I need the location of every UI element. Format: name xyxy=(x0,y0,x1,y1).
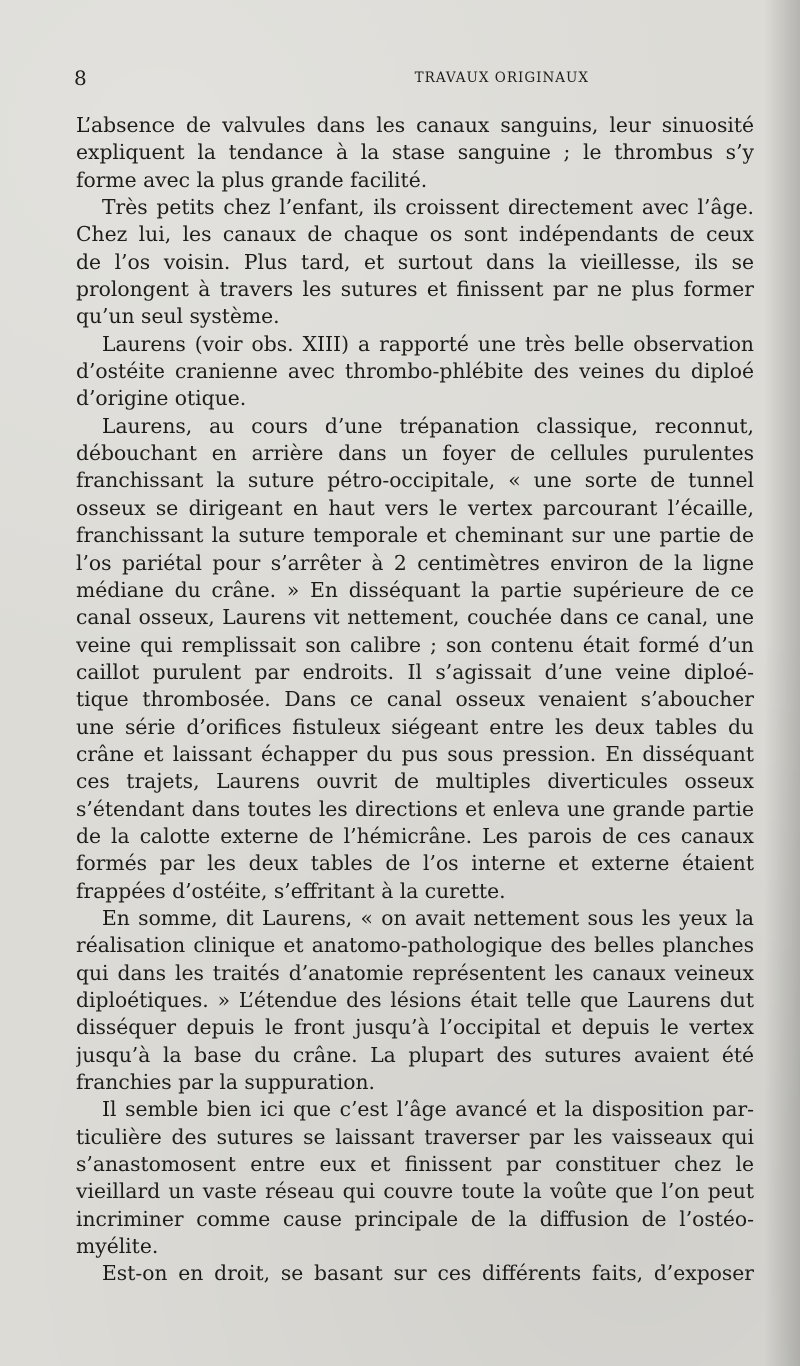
text-line: ticulière des sutures se laissant traverser par les vaisseaux qui xyxy=(76,1124,754,1149)
text-line: débouchant en arrière dans un foyer de cellules purulentes xyxy=(76,441,754,466)
text-line: expliquent la tendance à la stase sanguine ; le thrombus s’y xyxy=(76,140,754,165)
text-line: Très petits chez l’enfant, ils croissent directement avec l’âge. xyxy=(102,195,754,220)
text-line: médiane du crâne. » En disséquant la partie supérieure de ce xyxy=(76,577,754,602)
text-line: s’anastomosent entre eux et finissent par constituer chez le xyxy=(76,1152,754,1177)
text-line: Chez lui, les canaux de chaque os sont indépendants de ceux xyxy=(76,222,754,247)
text-line: franchissant la suture pétro-occipitale, « une sorte de tunnel xyxy=(76,468,754,493)
text-line: l’os pariétal pour s’arrêter à 2 centimètres environ de la ligne xyxy=(76,550,754,575)
text-line: qu’un seul système. xyxy=(76,304,280,329)
text-line: incriminer comme cause principale de la diffusion de l’ostéo- xyxy=(76,1206,754,1231)
text-line: une série d’orifices fistuleux siégeant entre les deux tables du xyxy=(76,714,754,739)
text-line: prolongent à travers les sutures et finissent par ne plus former xyxy=(76,277,754,302)
text-line: franchies par la suppuration. xyxy=(76,1070,375,1095)
text-line: Laurens (voir obs. XIII) a rapporté une très belle observation xyxy=(102,331,754,356)
text-line: L’absence de valvules dans les canaux sanguins, leur sinuosité xyxy=(76,113,754,137)
text-line: s’étendant dans toutes les directions et enleva une grande partie xyxy=(76,796,754,821)
text-line: ces trajets, Laurens ouvrit de multiples diverticules osseux xyxy=(76,769,754,794)
text-line: Laurens, au cours d’une trépanation classique, reconnut, xyxy=(102,413,754,438)
text-line: de l’os voisin. Plus tard, et surtout dans la vieillesse, ils se xyxy=(76,249,754,274)
text-line: de la calotte externe de l’hémicrâne. Les parois de ces canaux xyxy=(76,823,754,848)
running-title: TRAVAUX ORIGINAUX xyxy=(414,70,589,86)
text-line: d’origine otique. xyxy=(76,386,247,411)
text-line: forme avec la plus grande facilité. xyxy=(76,167,428,192)
text-line: tique thrombosée. Dans ce canal osseux venaient s’aboucher xyxy=(76,687,754,712)
text-line: disséquer depuis le front jusqu’à l’occipital et depuis le vertex xyxy=(76,1015,754,1040)
text-line: formés par les deux tables de l’os interne et externe étaient xyxy=(76,851,754,876)
page-edge-shadow xyxy=(764,0,800,1366)
text-line: qui dans les traités d’anatomie représentent les canaux veineux xyxy=(76,960,754,985)
text-line: veine qui remplissait son calibre ; son contenu était formé d’un xyxy=(76,632,754,657)
text-line: caillot purulent par endroits. Il s’agissait d’une veine diploé- xyxy=(76,659,754,684)
text-line: Il semble bien ici que c’est l’âge avancé et la disposition par- xyxy=(102,1097,754,1122)
text-line: franchissant la suture temporale et cheminant sur une partie de xyxy=(76,523,754,548)
text-line: En somme, dit Laurens, « on avait nettement sous les yeux la xyxy=(102,905,754,930)
text-line: canal osseux, Laurens vit nettement, couchée dans ce canal, une xyxy=(76,605,754,630)
body-text xyxy=(76,112,754,1288)
text-line: myélite. xyxy=(76,1234,159,1259)
text-line: frappées d’ostéite, s’effritant à la curette. xyxy=(76,878,506,903)
text-line: crâne et laissant échapper du pus sous pression. En disséquant xyxy=(76,741,754,766)
page-header xyxy=(74,65,754,91)
text-line: osseux se dirigeant en haut vers le vertex parcourant l’écaille, xyxy=(76,495,754,520)
text-line: diploétiques. » L’étendue des lésions était telle que Laurens dut xyxy=(76,988,754,1012)
text-line: Est-on en droit, se basant sur ces différents faits, d’exposer xyxy=(102,1261,754,1286)
text-line: jusqu’à la base du crâne. La plupart des sutures avaient été xyxy=(76,1042,754,1067)
page-number: 8 xyxy=(74,66,87,90)
text-line: vieillard un vaste réseau qui couvre toute la voûte que l’on peut xyxy=(76,1179,754,1204)
text-line: d’ostéite cranienne avec thrombo-phlébite des veines du diploé xyxy=(76,359,754,384)
text-line: réalisation clinique et anatomo-pathologique des belles planches xyxy=(76,933,754,958)
